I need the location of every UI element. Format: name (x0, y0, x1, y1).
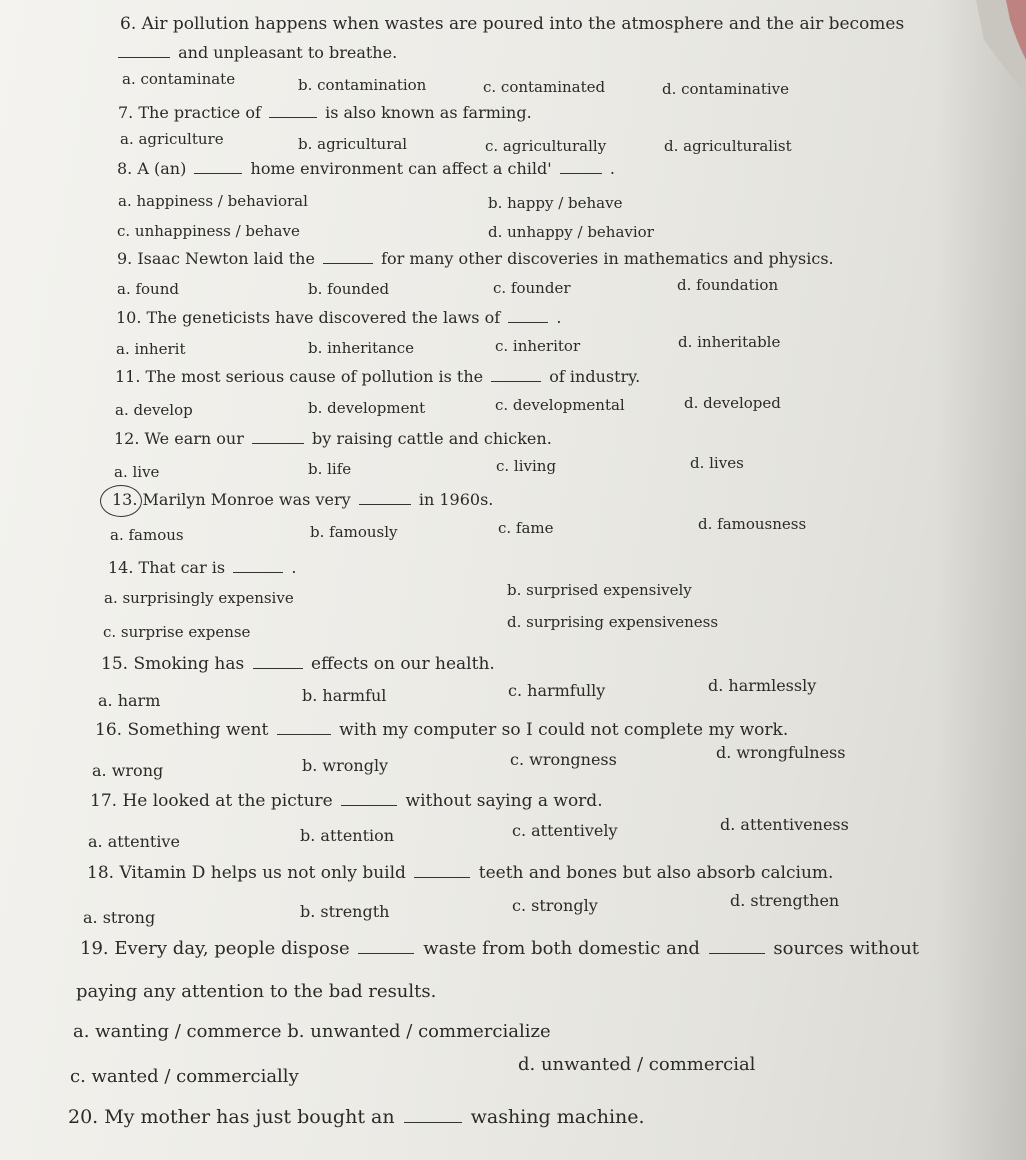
option-a: a. agriculture (120, 130, 224, 148)
question-text: . (609, 159, 615, 178)
page-edge-shadow (936, 0, 1026, 1160)
option-d: d. unhappy / behavior (488, 223, 654, 241)
option-c: c. wanted / commercially (70, 1066, 299, 1087)
option-a: a. attentive (88, 832, 180, 851)
option-a: a. found (117, 280, 179, 298)
answer-blank[interactable] (359, 503, 411, 505)
question-text: is also known as farming. (325, 103, 532, 122)
option-c: c. living (496, 457, 557, 475)
question-text: for many other discoveries in mathematics and physics. (381, 249, 834, 268)
corner-bookmark-icon (966, 0, 1026, 110)
option-c: c. agriculturally (485, 137, 607, 155)
answer-blank[interactable] (269, 116, 317, 118)
question-14-line (108, 560, 296, 576)
question-text: 7. The practice of (118, 103, 261, 122)
answer-blank[interactable] (118, 56, 170, 58)
option-d: d. famousness (698, 515, 807, 533)
answer-blank[interactable] (508, 321, 548, 323)
option-c: c. founder (493, 279, 571, 297)
option-a: a. happiness / behavioral (118, 192, 308, 210)
question-text: of industry. (549, 367, 641, 386)
option-d: d. agriculturalist (664, 137, 792, 155)
question-20-line (68, 1108, 645, 1127)
answer-blank[interactable] (560, 172, 602, 174)
answer-blank[interactable] (194, 172, 242, 174)
option-d: d. harmlessly (708, 676, 817, 695)
option-c: c. inheritor (495, 337, 581, 355)
option-d: d. developed (684, 394, 781, 412)
question-text: 12. We earn our (114, 429, 244, 448)
question-text: without saying a word. (405, 791, 603, 811)
option-c: c. strongly (512, 896, 598, 915)
question-text: 18. Vitamin D helps us not only build (87, 863, 406, 883)
option-a: a. strong (83, 908, 156, 927)
answer-blank[interactable] (709, 952, 765, 954)
option-d: d. lives (690, 454, 744, 472)
option-b: b. famously (310, 523, 398, 541)
option-c: c. wrongness (510, 750, 617, 769)
question-8-line (117, 161, 615, 177)
option-c: c. attentively (512, 821, 618, 840)
answer-blank[interactable] (414, 876, 470, 878)
option-a: a. surprisingly expensive (104, 589, 294, 607)
question-text: with my computer so I could not complete my work. (339, 720, 789, 740)
question-9-line (117, 251, 834, 267)
option-d: d. wrongfulness (716, 743, 846, 762)
question-6-line-2 (118, 45, 397, 61)
question-text: 8. A (an) (117, 159, 187, 178)
option-b: b. harmful (302, 686, 387, 705)
question-18-line (87, 865, 833, 882)
question-text: 16. Something went (95, 720, 269, 740)
question-13-line (112, 492, 493, 508)
option-d: d. strengthen (730, 891, 840, 910)
question-text: waste from both domestic and (423, 938, 700, 959)
question-17-line (90, 793, 603, 810)
question-15-line (101, 656, 495, 673)
option-d: d. contaminative (662, 80, 790, 98)
question-text: home environment can affect a child' (250, 159, 552, 178)
option-b: b. attention (300, 826, 395, 845)
question-text: 13. Marilyn Monroe was very (112, 490, 351, 509)
option-a: a. live (114, 463, 160, 481)
question-19-line-2: paying any attention to the bad results. (76, 981, 437, 1002)
option-a: a. wrong (92, 761, 164, 780)
question-text: . (556, 308, 562, 327)
question-7-line (118, 105, 532, 121)
question-text: 15. Smoking has (101, 654, 245, 674)
answer-blank[interactable] (358, 952, 414, 954)
option-d: d. foundation (677, 276, 779, 294)
question-text: sources without (773, 938, 920, 959)
option-c: c. contaminated (483, 78, 606, 96)
question-16-line (95, 722, 788, 739)
option-b: b. life (308, 460, 352, 478)
question-text: 11. The most serious cause of pollution is the (115, 367, 484, 386)
option-d: d. attentiveness (720, 815, 849, 834)
question-text: 9. Isaac Newton laid the (117, 249, 315, 268)
answer-blank[interactable] (491, 380, 541, 382)
answer-blank[interactable] (341, 804, 397, 806)
question-text: 10. The geneticists have discovered the laws of (116, 308, 501, 327)
option-a: a. develop (115, 401, 193, 419)
question-text: effects on our health. (311, 654, 495, 674)
answer-blank[interactable] (252, 442, 304, 444)
question-text: . (291, 558, 297, 577)
question-text: teeth and bones but also absorb calcium. (478, 863, 834, 883)
option-c: c. unhappiness / behave (117, 222, 300, 240)
question-text: 20. My mother has just bought an (68, 1106, 395, 1128)
question-6-line-1: 6. Air pollution happens when wastes are poured into the atmosphere and the air becomes (120, 14, 905, 34)
option-d: d. unwanted / commercial (518, 1054, 756, 1075)
option-c: c. surprise expense (103, 623, 251, 641)
option-b: b. inheritance (308, 339, 415, 357)
option-a: a. contaminate (122, 70, 236, 88)
question-text: and unpleasant to breathe. (178, 43, 398, 62)
question-text: 19. Every day, people dispose (80, 938, 350, 959)
question-text: washing machine. (470, 1106, 645, 1128)
option-a: a. famous (110, 526, 184, 544)
question-text: by raising cattle and chicken. (312, 429, 552, 448)
answer-blank[interactable] (253, 667, 303, 669)
question-12-line (114, 431, 552, 447)
question-11-line (115, 369, 640, 385)
option-c: c. fame (498, 519, 554, 537)
option-b: b. wrongly (302, 756, 389, 775)
answer-blank[interactable] (323, 262, 373, 264)
answer-blank[interactable] (404, 1121, 462, 1123)
question-19-line-1 (80, 940, 919, 958)
option-c: c. harmfully (508, 681, 606, 700)
option-a: a. harm (98, 691, 161, 710)
option-b: b. surprised expensively (507, 581, 692, 599)
question-text: 17. He looked at the picture (90, 791, 333, 811)
answer-blank[interactable] (233, 571, 283, 573)
option-b: b. strength (300, 902, 390, 921)
option-a-b: a. wanting / commerce b. unwanted / commercialize (73, 1021, 551, 1042)
option-d: d. surprising expensiveness (507, 613, 719, 631)
option-b: b. agricultural (298, 135, 408, 153)
option-b: b. founded (308, 280, 390, 298)
question-text: 14. That car is (108, 558, 226, 577)
option-d: d. inheritable (678, 333, 781, 351)
question-text: in 1960s. (418, 490, 494, 509)
option-b: b. development (308, 399, 426, 417)
answer-blank[interactable] (277, 733, 331, 735)
option-b: b. happy / behave (488, 194, 623, 212)
option-b: b. contamination (298, 76, 427, 94)
option-c: c. developmental (495, 396, 625, 414)
option-a: a. inherit (116, 340, 186, 358)
question-10-line (116, 310, 561, 326)
